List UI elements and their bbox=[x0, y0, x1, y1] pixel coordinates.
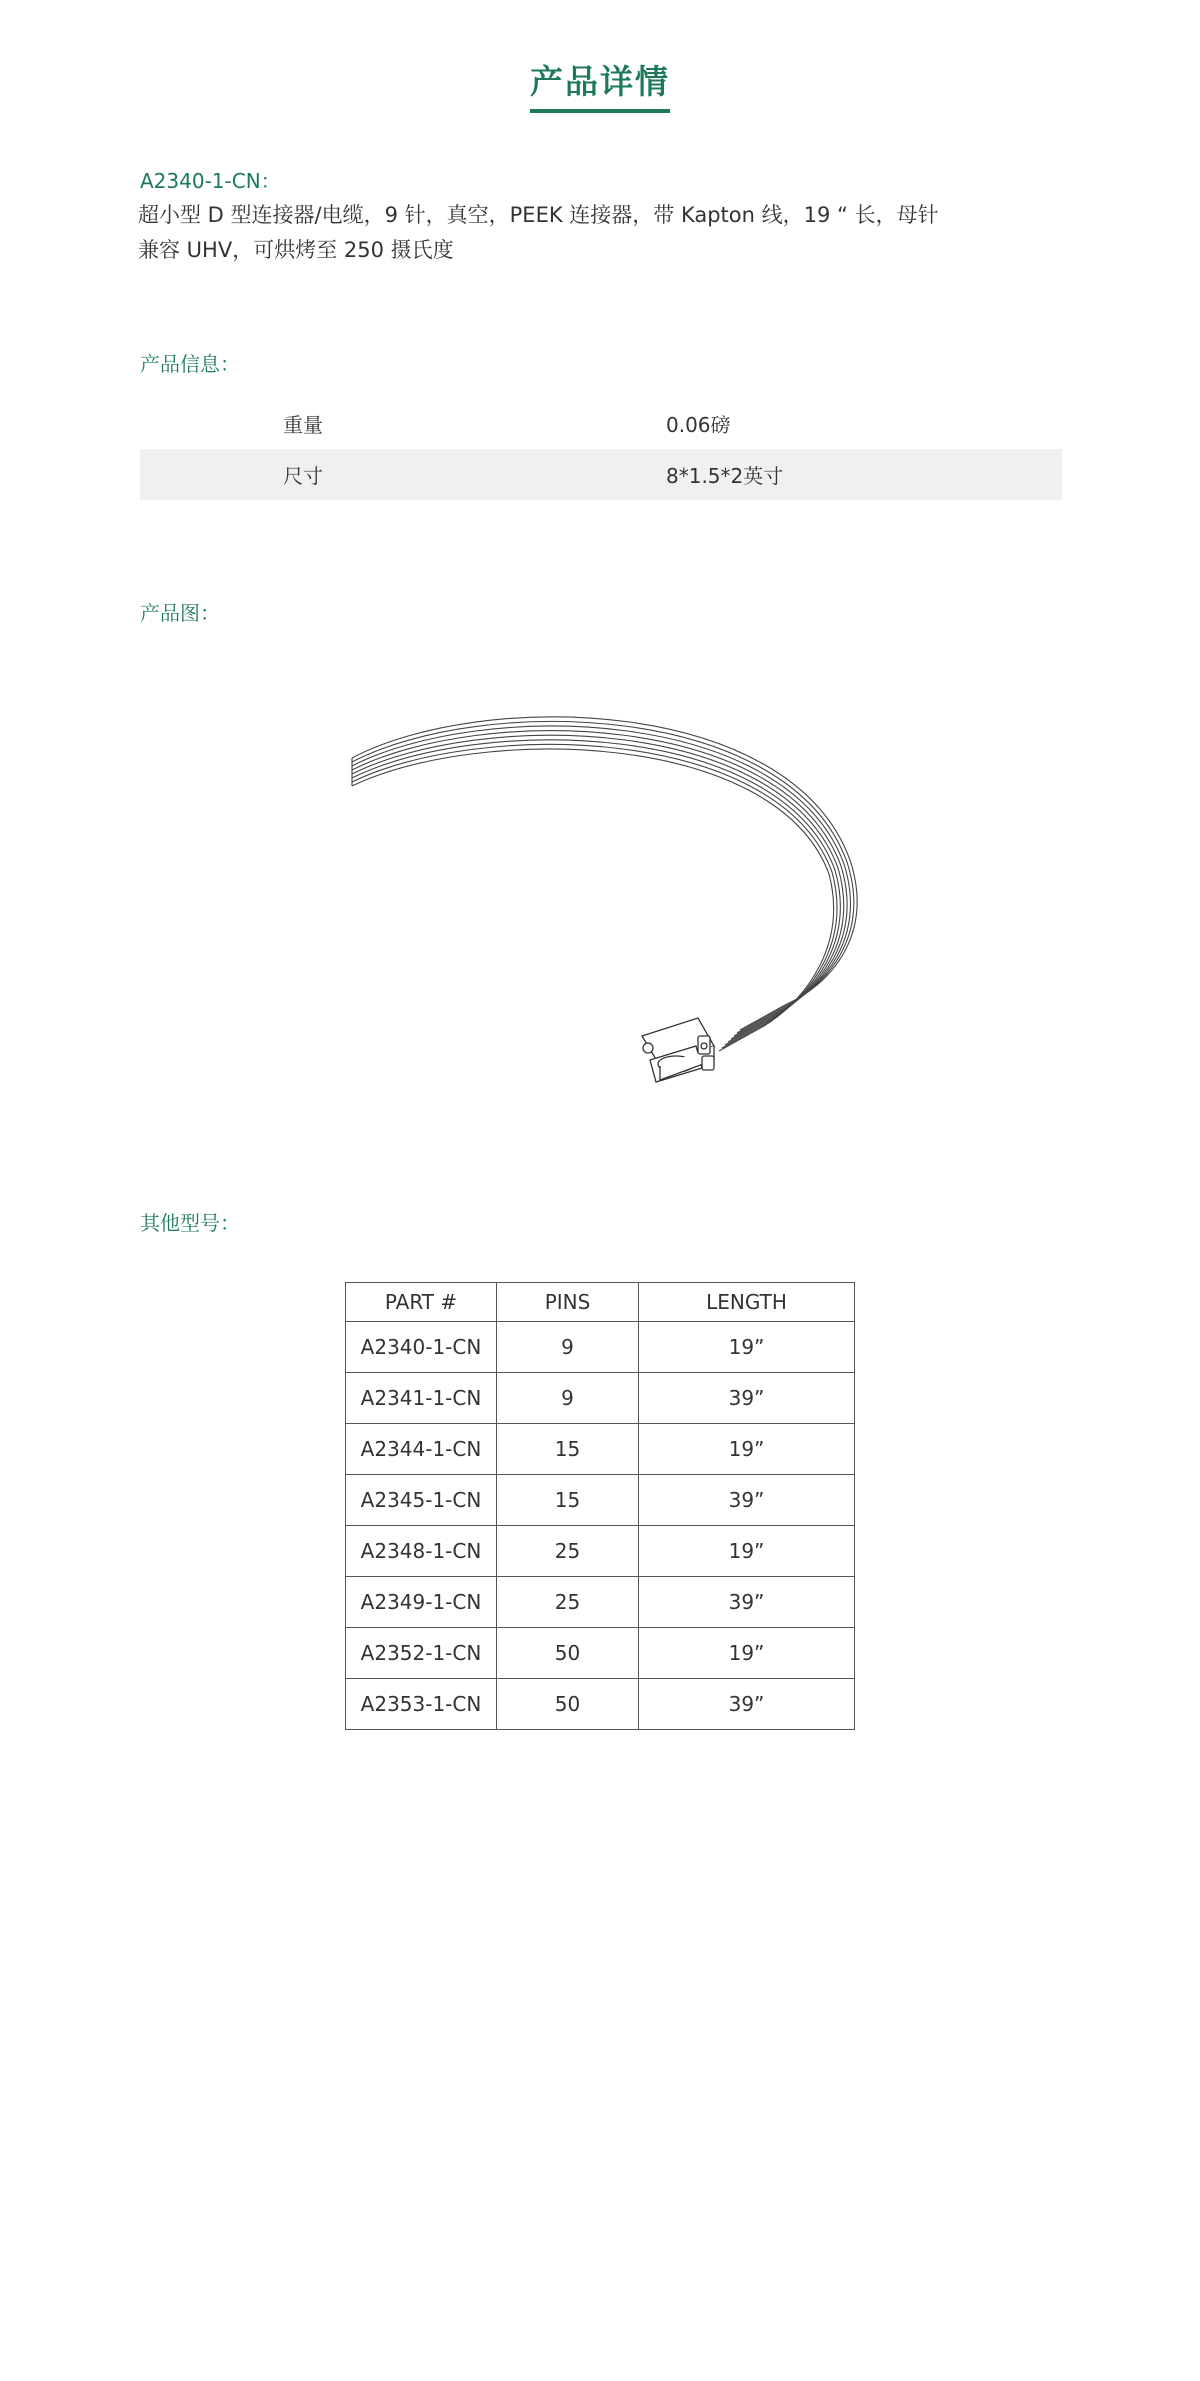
info-row bbox=[140, 449, 1062, 500]
pins-cell: 15 bbox=[497, 1424, 639, 1475]
cable-connector-drawing bbox=[330, 690, 890, 1110]
length-cell: 39” bbox=[639, 1475, 855, 1526]
pins-cell: 9 bbox=[497, 1322, 639, 1373]
description-line-2: 兼容 UHV，可烘烤至 250 摄氏度 bbox=[138, 238, 454, 262]
info-value: 8*1.5*2英寸 bbox=[606, 449, 1062, 500]
column-header-part: PART # bbox=[346, 1283, 497, 1322]
part-cell: A2345-1-CN bbox=[346, 1475, 497, 1526]
pins-cell: 50 bbox=[497, 1628, 639, 1679]
part-cell: A2352-1-CN bbox=[346, 1628, 497, 1679]
table-header-row bbox=[346, 1283, 855, 1322]
table-row bbox=[346, 1628, 855, 1679]
info-value: 0.06磅 bbox=[666, 413, 731, 437]
page-title-wrap bbox=[0, 56, 1200, 113]
table-row bbox=[346, 1526, 855, 1577]
table-row bbox=[346, 1322, 855, 1373]
part-cell: A2341-1-CN bbox=[346, 1373, 497, 1424]
info-row bbox=[140, 398, 1062, 449]
other-models-table bbox=[345, 1282, 855, 1730]
length-cell: 19” bbox=[639, 1628, 855, 1679]
image-section-label: 产品图： bbox=[140, 601, 220, 625]
pins-cell: 25 bbox=[497, 1526, 639, 1577]
pins-cell: 9 bbox=[497, 1373, 639, 1424]
info-section-label: 产品信息： bbox=[140, 352, 240, 376]
model-label: A2340-1-CN： bbox=[140, 169, 281, 193]
pins-cell: 50 bbox=[497, 1679, 639, 1730]
product-info-table bbox=[140, 398, 1062, 500]
table-row bbox=[346, 1577, 855, 1628]
part-cell: A2349-1-CN bbox=[346, 1577, 497, 1628]
length-cell: 19” bbox=[639, 1526, 855, 1577]
part-cell: A2353-1-CN bbox=[346, 1679, 497, 1730]
column-header-pins: PINS bbox=[497, 1283, 639, 1322]
part-cell: A2348-1-CN bbox=[346, 1526, 497, 1577]
table-row bbox=[346, 1475, 855, 1526]
part-cell: A2344-1-CN bbox=[346, 1424, 497, 1475]
page-title: 产品详情 bbox=[530, 56, 670, 113]
length-cell: 19” bbox=[639, 1424, 855, 1475]
pins-cell: 15 bbox=[497, 1475, 639, 1526]
description-line-1: 超小型 D 型连接器/电缆，9 针，真空，PEEK 连接器，带 Kapton 线，19 “ 长，母针 bbox=[138, 203, 939, 227]
product-description bbox=[138, 198, 939, 268]
part-cell: A2340-1-CN bbox=[346, 1322, 497, 1373]
length-cell: 39” bbox=[639, 1373, 855, 1424]
pins-cell: 25 bbox=[497, 1577, 639, 1628]
length-cell: 39” bbox=[639, 1679, 855, 1730]
length-cell: 39” bbox=[639, 1577, 855, 1628]
column-header-length: LENGTH bbox=[639, 1283, 855, 1322]
table-row bbox=[346, 1424, 855, 1475]
table-row bbox=[346, 1373, 855, 1424]
length-cell: 19” bbox=[639, 1322, 855, 1373]
table-row bbox=[346, 1679, 855, 1730]
other-models-label: 其他型号： bbox=[140, 1211, 240, 1235]
connector-icon bbox=[642, 1018, 714, 1082]
info-key: 尺寸 bbox=[140, 449, 606, 500]
info-key: 重量 bbox=[283, 413, 323, 437]
